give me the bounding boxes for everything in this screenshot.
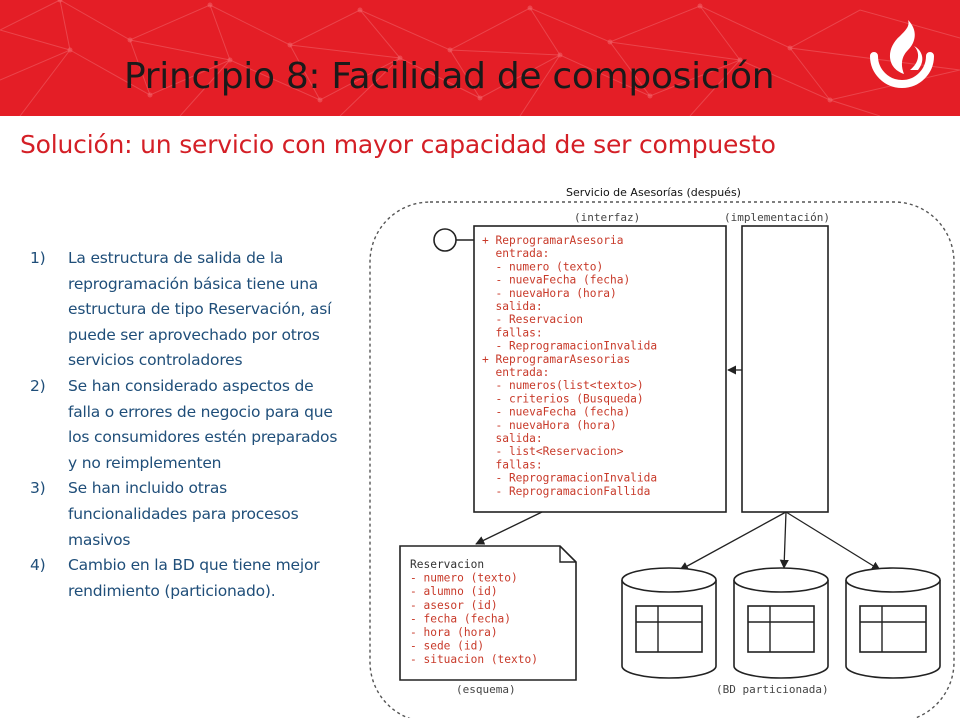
list-number: 4)	[30, 556, 46, 575]
list-item	[30, 246, 348, 374]
title-banner	[0, 0, 960, 116]
list-item-text: La estructura de salida de la reprogramación básica tiene una estructura de tipo Reservación, así puede ser aprovechado por otros servicios controladores	[68, 249, 332, 370]
code-line: - numero (texto)	[482, 260, 604, 274]
list-item-text: Se han incluido otras funcionalidades para procesos masivos	[68, 479, 299, 549]
diagram-caption: Servicio de Asesorías (después)	[566, 186, 741, 199]
slide-subtitle: Solución: un servicio con mayor capacidad de ser compuesto	[20, 130, 776, 159]
code-line: - nuevaFecha (fecha)	[482, 273, 631, 287]
code-line: - ReprogramacionInvalida	[482, 471, 658, 485]
code-line: Reservacion	[410, 558, 485, 571]
database-icon	[846, 568, 940, 678]
code-line: - alumno (id)	[410, 585, 498, 599]
code-line: salida:	[482, 432, 543, 445]
code-line: fallas:	[482, 458, 543, 472]
code-line: - asesor (id)	[410, 598, 498, 612]
database-icon	[734, 568, 828, 678]
code-line: salida:	[482, 300, 543, 313]
code-line: + ReprogramarAsesorias	[482, 352, 631, 366]
list-item	[30, 476, 348, 553]
code-line: - numeros(list<texto>)	[482, 379, 644, 393]
esquema-label: (esquema)	[456, 683, 516, 696]
code-line: - situacion (texto)	[410, 653, 538, 667]
database-icon	[622, 568, 716, 678]
code-line: - numero (texto)	[410, 571, 518, 585]
implementacion-label: (implementación)	[724, 211, 830, 224]
code-line: entrada:	[482, 247, 550, 261]
code-line: - Reservacion	[482, 313, 584, 327]
code-line: - sede (id)	[410, 639, 485, 653]
list-item	[30, 553, 348, 604]
code-line: fallas:	[482, 326, 543, 340]
service-diagram	[364, 182, 960, 718]
interface-port-icon	[434, 229, 456, 251]
list-item-text: Cambio en la BD que tiene mejor rendimiento (particionado).	[68, 556, 320, 600]
code-line: entrada:	[482, 366, 550, 379]
solution-points-list	[30, 246, 348, 604]
code-line: - ReprogramacionInvalida	[482, 339, 658, 353]
interfaz-label: (interfaz)	[574, 211, 641, 224]
code-line: - list<Reservacion>	[482, 445, 624, 459]
code-line: - hora (hora)	[410, 626, 498, 639]
code-line: + ReprogramarAsesoria	[482, 234, 624, 247]
code-line: - nuevaHora (hora)	[482, 286, 617, 300]
code-line: - nuevaFecha (fecha)	[482, 405, 631, 419]
list-item-text: Se han considerado aspectos de falla o errores de negocio para que los consumidores estén preparados y no reimplementen	[68, 376, 338, 472]
list-item	[30, 374, 348, 476]
list-number: 1)	[30, 249, 46, 267]
code-line: - fecha (fecha)	[410, 612, 512, 626]
slide-title: Principio 8: Facilidad de composición	[124, 56, 775, 97]
bd-particionada-label: (BD particionada)	[716, 683, 829, 696]
code-line: - ReprogramacionFallida	[482, 484, 651, 498]
implementation-box	[742, 226, 828, 512]
list-number: 3)	[30, 479, 46, 498]
university-logo	[866, 20, 938, 96]
code-line: - criterios (Busqueda)	[482, 392, 644, 406]
code-line: - nuevaHora (hora)	[482, 418, 617, 432]
list-number: 2)	[30, 376, 46, 395]
